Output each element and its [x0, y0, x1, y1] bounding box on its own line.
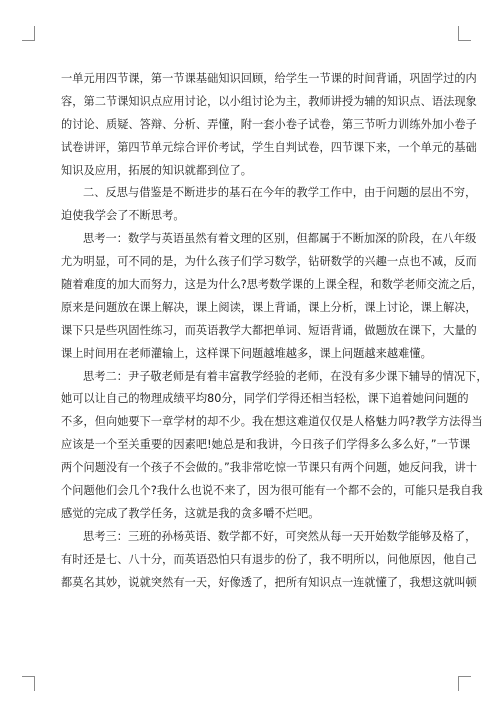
text-line: 两个问题没有一个孩子不会做的。”我非常吃惊一节课只有两个问题，她反问我，讲十 [61, 461, 478, 475]
text-line: 试卷讲评，第四节单元综合评价考试，学生自判试卷，四节课下来，一个单元的基础 [61, 140, 477, 154]
text-line: 有时还是七、八十分，而英语恐怕只有退步的份了，我不明所以，问他原因，他自己 [61, 552, 477, 566]
text-line: 一单元用四节课，第一节课基础知识回顾，给学生一节课的时间背诵，巩固学过的内 [61, 72, 477, 85]
text-line: 她可以让自己的物理成绩平均80分，同学们学得还相当轻松，课下追着她问问题的 [61, 392, 469, 406]
text-line: 的讨论、质疑、答辩、分析、弄懂，附一套小卷子试卷，第三节听力训练外加小卷子 [61, 117, 477, 131]
text-line: 课下只是些巩固性练习，而英语教学大都把单词、短语背诵，做题放在课下，大量的 [61, 323, 477, 337]
text-line: 二、反思与借鉴是不断进步的基石在今年的教学工作中，由于问题的层出不穷， [83, 186, 477, 200]
text-line: 个问题他们会几个?我什么也说不来了，因为很可能有一个都不会的，可能只是我自我 [61, 484, 483, 498]
text-line: 知识及应用，拓展的知识就都到位了。 [61, 163, 253, 177]
text-line: 思考一：数学与英语虽然有着文理的区别，但都属于不断加深的阶段，在八年级 [83, 232, 477, 246]
text-line: 容，第二节课知识点应用讨论，以小组讨论为主，教师讲授为辅的知识点、语法现象 [61, 94, 477, 108]
text-line: 应该是一个至关重要的因素吧!她总是和我讲，今日孩子们学得多么多么好，”一节课 [61, 438, 471, 452]
crop-mark-top-right [458, 26, 471, 41]
text-line: 尤为明显，可不同的是，为什么孩子们学习数学，钻研数学的兴趣一点也不减，反而 [61, 255, 477, 269]
crop-mark-top-left [22, 26, 35, 41]
text-line: 思考二：尹子敬老师是有着丰富教学经验的老师，在没有多少课下辅导的情况下， [83, 369, 488, 383]
text-line: 不多，但向她要下一章学材的却不少。我在想这难道仅仅是人格魅力吗?教学方法得当 [61, 415, 483, 429]
crop-mark-bottom-right [458, 676, 471, 691]
text-line: 课上时间用在老师灌输上，这样课下问题越堆越多，课上问题越来越难懂。 [61, 346, 432, 360]
text-line: 随着难度的加大而努力，这是为什么?思考数学课的上课全程，和数学老师交流之后， [61, 278, 483, 292]
text-line: 感觉的完成了教学任务，这就是我的贪多嚼不烂吧。 [61, 506, 320, 520]
text-line: 原来是问题放在课上解决，课上阅读，课上背诵，课上分析，课上讨论，课上解决， [61, 300, 477, 314]
text-line: 迫使我学会了不断思考。 [61, 209, 185, 223]
crop-mark-bottom-left [22, 676, 35, 691]
document-body [61, 68, 488, 594]
text-line: 都莫名其妙，说就突然有一天，好像透了，把所有知识点一连就懂了，我想这就叫顿 [61, 575, 477, 589]
text-line: 思考三：三班的孙杨英语、数学都不好，可突然从每一天开始数学能够及格了， [83, 529, 477, 543]
